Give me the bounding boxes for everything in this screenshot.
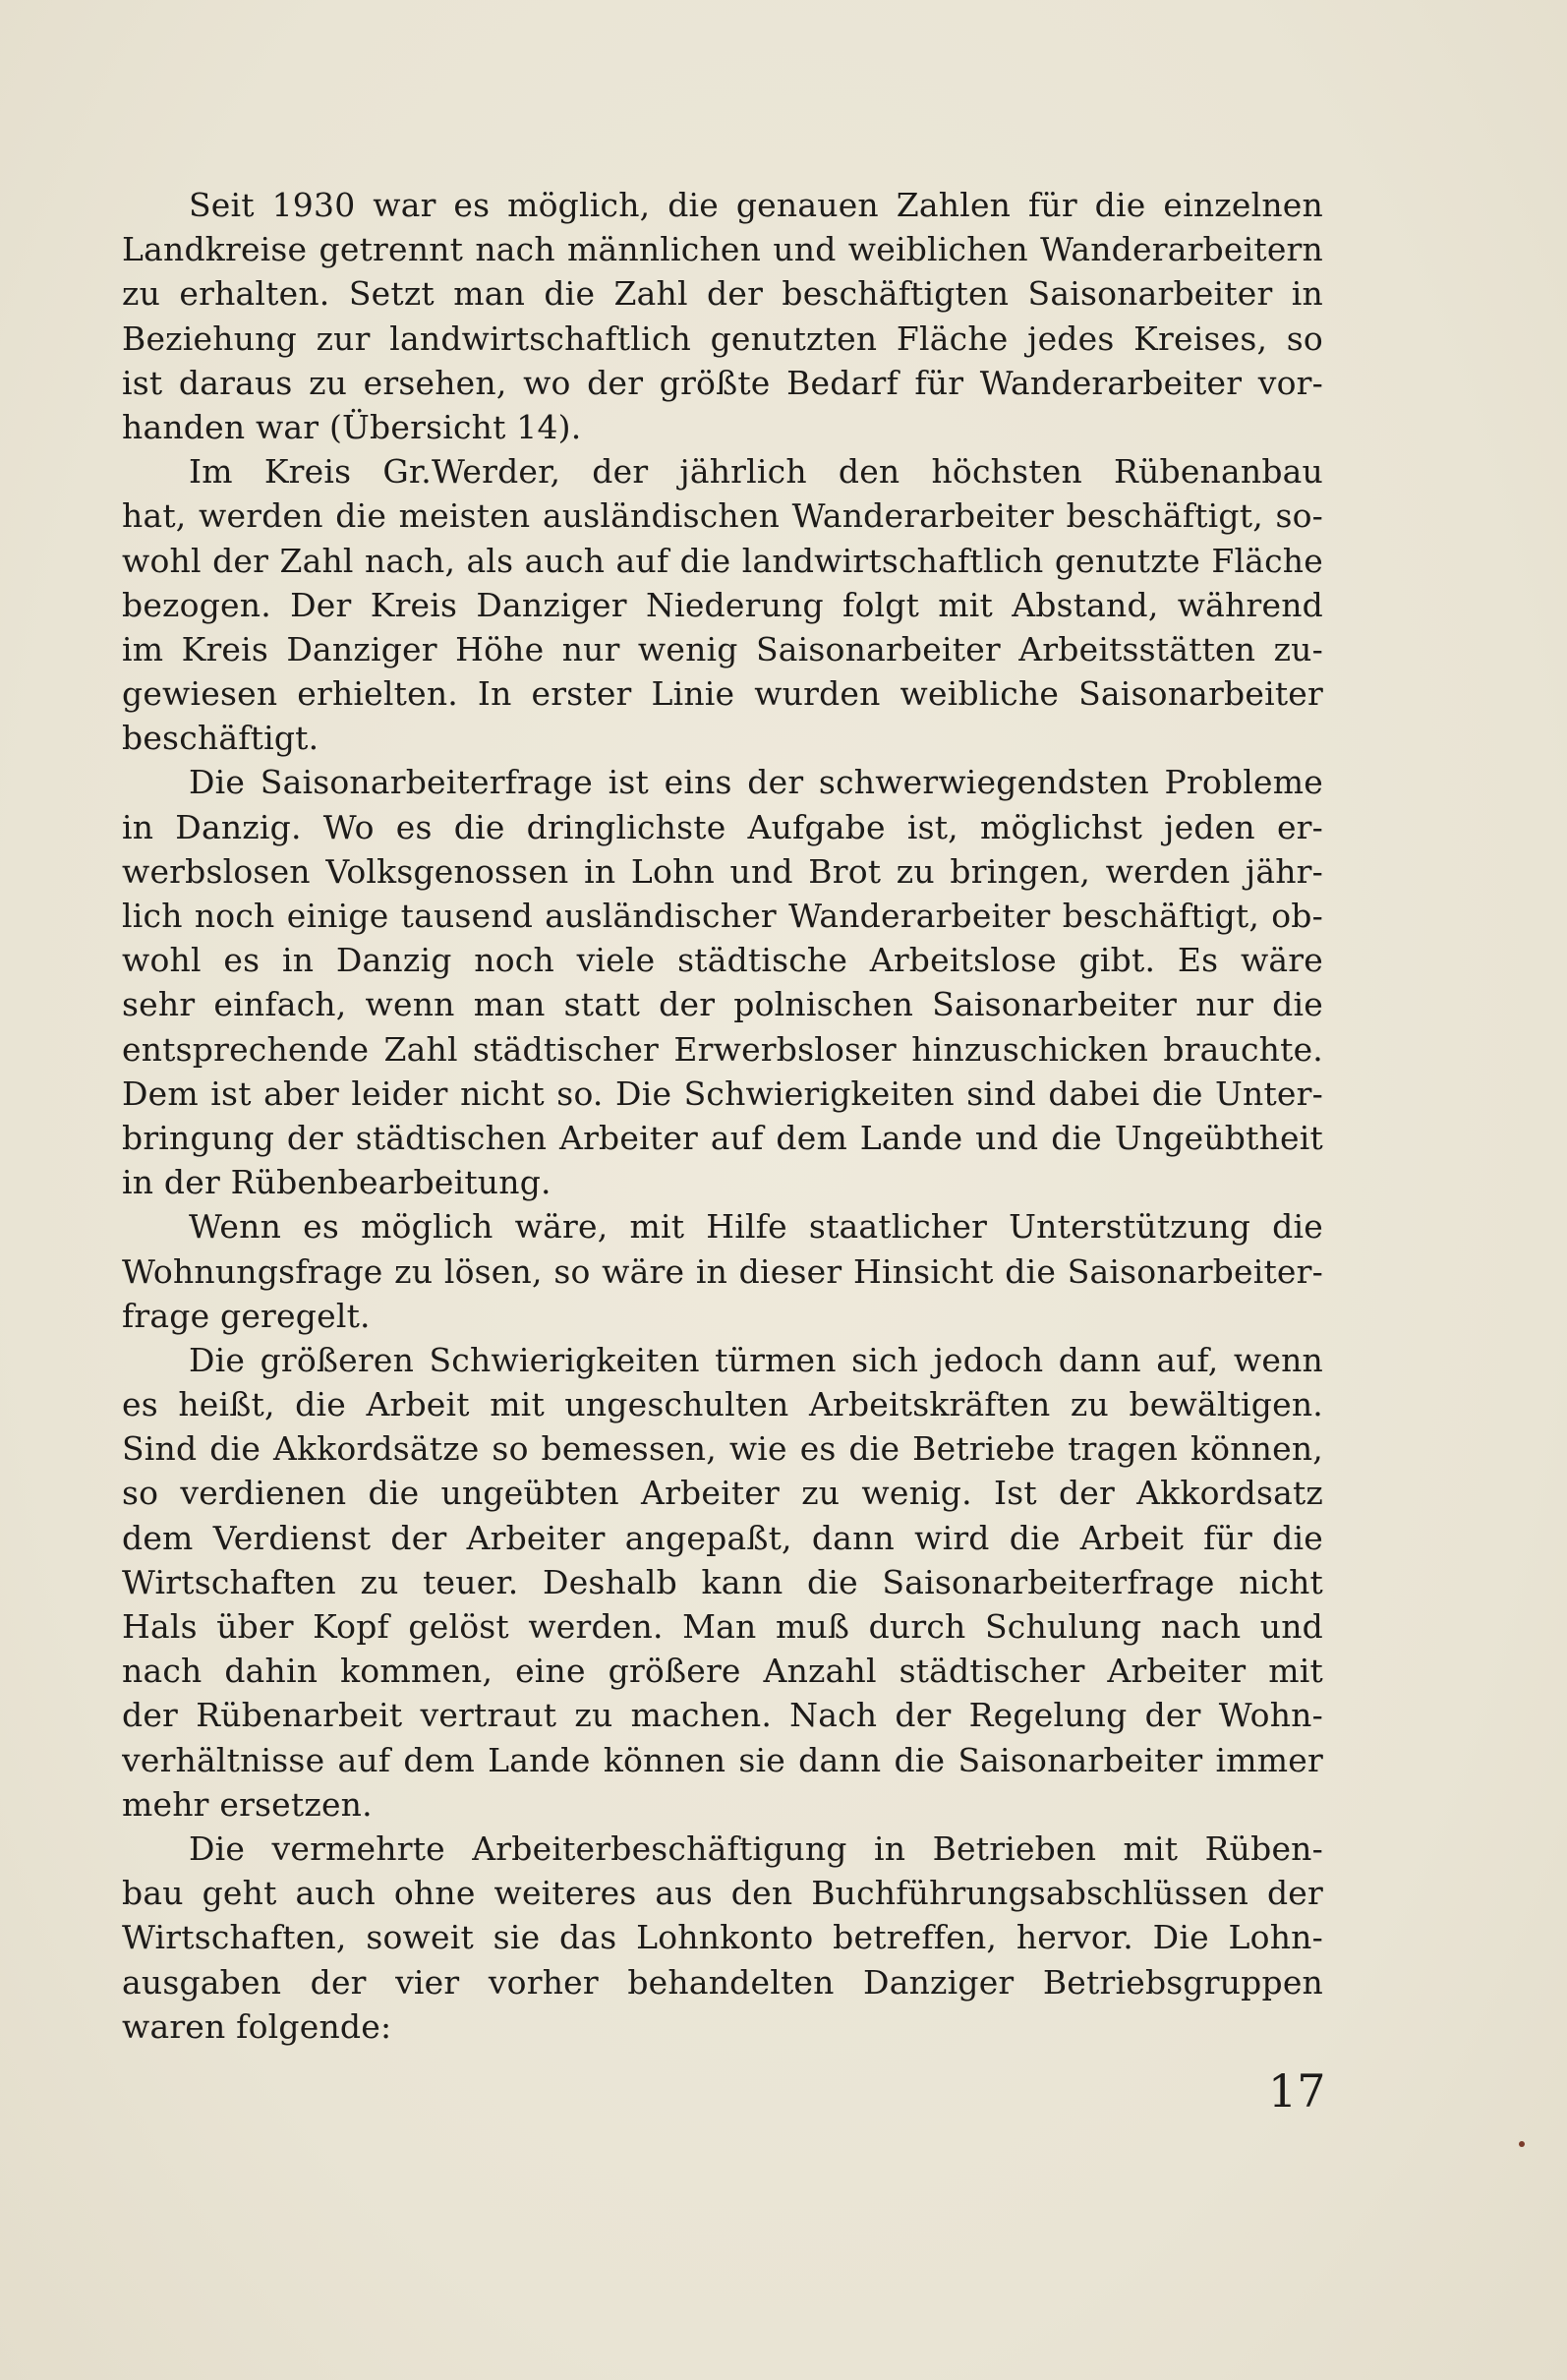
text-line: Die größeren Schwierigkeiten türmen sich jedoch dann auf, wenn <box>189 1340 1323 1379</box>
text-line: entsprechende Zahl städtischer Erwerbsloser hinzuschicken brauchte. <box>122 1029 1323 1069</box>
text-line: Wohnungsfrage zu lösen, so wäre in dieser Hinsicht die Saisonarbeiter- <box>122 1251 1323 1291</box>
text-line: lich noch einige tausend ausländischer Wanderarbeiter beschäftigt, ob- <box>122 897 1323 935</box>
text-line: in der Rübenbearbeitung. <box>122 1163 551 1202</box>
paragraph-4 <box>122 1204 1323 1338</box>
text-line: dem Verdienst der Arbeiter angepaßt, dann wird die Arbeit für die <box>122 1518 1323 1557</box>
text-line: es heißt, die Arbeit mit ungeschulten Arbeitskräften zu bewältigen. <box>122 1385 1323 1424</box>
paragraph-5 <box>122 1338 1323 1827</box>
text-line: Wirtschaften zu teuer. Deshalb kann die Saisonarbeiterfrage nicht <box>122 1562 1323 1601</box>
text-line: ausgaben der vier vorher behandelten Danziger Betriebsgruppen <box>122 1962 1323 2002</box>
text-line: Im Kreis Gr.Werder, der jährlich den höchsten Rübenanbau <box>189 452 1323 492</box>
text-line: bringung der städtischen Arbeiter auf dem Lande und die Ungeübtheit <box>122 1118 1323 1157</box>
text-line: bezogen. Der Kreis Danziger Niederung folgt mit Abstand, während <box>122 585 1323 624</box>
text-line: sehr einfach, wenn man statt der polnischen Saisonarbeiter nur die <box>122 985 1323 1024</box>
text-line: nach dahin kommen, eine größere Anzahl städtischer Arbeiter mit <box>122 1652 1323 1691</box>
text-line: Landkreise getrennt nach männlichen und weiblichen Wanderarbeitern <box>122 230 1323 269</box>
text-line: bau geht auch ohne weiteres aus den Buchführungsabschlüssen der <box>122 1874 1323 1913</box>
text-line: im Kreis Danziger Höhe nur wenig Saisonarbeiter Arbeitsstätten zu- <box>122 629 1323 668</box>
paper-speck <box>1519 2141 1525 2147</box>
text-line: frage geregelt. <box>122 1296 371 1335</box>
paragraph-1 <box>122 183 1323 449</box>
text-line: ist daraus zu ersehen, wo der größte Bedarf für Wanderarbeiter vor- <box>122 363 1323 402</box>
paragraph-6 <box>122 1827 1323 2049</box>
text-line: Dem ist aber leider nicht so. Die Schwierigkeiten sind dabei die Unter- <box>122 1074 1323 1113</box>
text-line: in Danzig. Wo es die dringlichste Aufgabe ist, möglichst jeden er- <box>122 807 1323 846</box>
text-line: Wirtschaften, soweit sie das Lohnkonto betreffen, hervor. Die Lohn- <box>122 1918 1323 1957</box>
text-line: wohl es in Danzig noch viele städtische Arbeitslose gibt. Es wäre <box>122 941 1323 980</box>
text-line: Wenn es möglich wäre, mit Hilfe staatlicher Unterstützung die <box>189 1207 1323 1247</box>
text-line: Beziehung zur landwirtschaftlich genutzten Fläche jedes Kreises, so <box>122 319 1323 358</box>
body-text <box>122 183 1323 2049</box>
text-line: Die Saisonarbeiterfrage ist eins der schwerwiegendsten Probleme <box>189 763 1323 802</box>
text-line: wohl der Zahl nach, als auch auf die landwirtschaftlich genutzte Fläche <box>122 541 1323 580</box>
paragraph-3 <box>122 760 1323 1204</box>
text-line: beschäftigt. <box>122 719 319 758</box>
text-line: Die vermehrte Arbeiterbeschäftigung in Betrieben mit Rüben- <box>189 1829 1323 1868</box>
text-line: zu erhalten. Setzt man die Zahl der beschäftigten Saisonarbeiter in <box>122 274 1323 314</box>
text-line: mehr ersetzen. <box>122 1784 373 1824</box>
text-line: hat, werden die meisten ausländischen Wanderarbeiter beschäftigt, so- <box>122 496 1323 536</box>
text-line: werbslosen Volksgenossen in Lohn und Brot zu bringen, werden jähr- <box>122 851 1323 891</box>
text-line: verhältnisse auf dem Lande können sie dann die Saisonarbeiter immer <box>122 1740 1323 1779</box>
paragraph-2 <box>122 449 1323 760</box>
text-line: Sind die Akkordsätze so bemessen, wie es die Betriebe tragen können, <box>122 1429 1323 1469</box>
text-line: gewiesen erhielten. In erster Linie wurden weibliche Saisonarbeiter <box>122 674 1323 714</box>
text-line: Seit 1930 war es möglich, die genauen Zahlen für die einzelnen <box>189 186 1323 224</box>
text-line: Hals über Kopf gelöst werden. Man muß durch Schulung nach und <box>122 1607 1323 1646</box>
text-line: waren folgende: <box>122 2006 392 2046</box>
text-line: handen war (Übersicht 14). <box>122 407 582 446</box>
text-line: so verdienen die ungeübten Arbeiter zu wenig. Ist der Akkordsatz <box>122 1474 1323 1513</box>
page-number: 17 <box>1268 2064 1326 2118</box>
text-line: der Rübenarbeit vertraut zu machen. Nach der Regelung der Wohn- <box>122 1696 1323 1735</box>
